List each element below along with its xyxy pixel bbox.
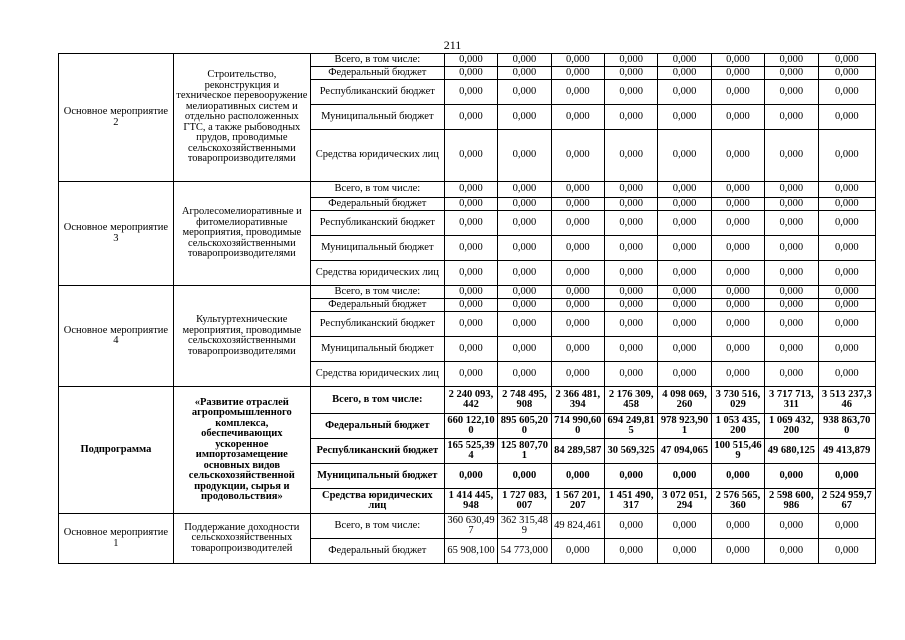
amount-cell: 0,000 <box>604 182 657 198</box>
amount-cell: 938 863,700 <box>818 414 875 439</box>
amount-cell: 1 451 490,317 <box>604 489 657 514</box>
amount-cell: 2 748 495,908 <box>498 387 551 414</box>
amount-cell: 3 072 051,294 <box>658 489 711 514</box>
amount-cell: 0,000 <box>658 464 711 489</box>
amount-cell: 0,000 <box>658 182 711 198</box>
funding-source-federal: Федеральный бюджет <box>310 539 444 564</box>
amount-cell: 0,000 <box>711 337 764 362</box>
amount-cell: 0,000 <box>551 105 604 130</box>
amount-cell: 0,000 <box>444 299 497 312</box>
amount-cell: 660 122,100 <box>444 414 497 439</box>
amount-cell: 0,000 <box>551 261 604 286</box>
amount-cell: 0,000 <box>711 198 764 211</box>
amount-cell: 0,000 <box>551 198 604 211</box>
amount-cell: 0,000 <box>765 286 818 299</box>
funding-source-municipal: Муниципальный бюджет <box>310 337 444 362</box>
amount-cell: 2 240 093,442 <box>444 387 497 414</box>
funding-source-legal-entities: Средства юридических лиц <box>310 130 444 182</box>
amount-cell: 0,000 <box>818 211 875 236</box>
amount-cell: 0,000 <box>604 337 657 362</box>
amount-cell: 0,000 <box>604 211 657 236</box>
amount-cell: 47 094,065 <box>658 439 711 464</box>
amount-cell: 2 598 600,986 <box>765 489 818 514</box>
event-4-title: Основное мероприятие 4 <box>59 286 174 387</box>
amount-cell: 0,000 <box>444 105 497 130</box>
amount-cell: 0,000 <box>765 182 818 198</box>
funding-source-total: Всего, в том числе: <box>310 286 444 299</box>
amount-cell: 1 053 435,200 <box>711 414 764 439</box>
amount-cell: 0,000 <box>604 105 657 130</box>
amount-cell: 0,000 <box>444 312 497 337</box>
funding-source-federal: Федеральный бюджет <box>310 67 444 80</box>
amount-cell: 0,000 <box>711 299 764 312</box>
amount-cell: 0,000 <box>551 130 604 182</box>
amount-cell: 0,000 <box>658 80 711 105</box>
amount-cell: 0,000 <box>444 236 497 261</box>
amount-cell: 895 605,200 <box>498 414 551 439</box>
amount-cell: 0,000 <box>498 54 551 67</box>
amount-cell: 3 513 237,346 <box>818 387 875 414</box>
amount-cell: 0,000 <box>711 67 764 80</box>
amount-cell: 0,000 <box>551 337 604 362</box>
amount-cell: 0,000 <box>765 312 818 337</box>
amount-cell: 0,000 <box>604 539 657 564</box>
amount-cell: 714 990,600 <box>551 414 604 439</box>
amount-cell: 0,000 <box>765 105 818 130</box>
amount-cell: 0,000 <box>604 67 657 80</box>
amount-cell: 1 727 083,007 <box>498 489 551 514</box>
funding-source-legal-entities: Средства юридических лиц <box>310 489 444 514</box>
event-3-description: Агролесомелиоративные и фитомелиоративные мероприятия, проводимые сельскохозяйственными товаропроизводителями <box>173 182 310 286</box>
amount-cell: 0,000 <box>818 286 875 299</box>
amount-cell: 0,000 <box>818 67 875 80</box>
amount-cell: 0,000 <box>604 362 657 387</box>
amount-cell: 2 176 309,458 <box>604 387 657 414</box>
amount-cell: 978 923,901 <box>658 414 711 439</box>
amount-cell: 0,000 <box>551 312 604 337</box>
amount-cell: 0,000 <box>765 67 818 80</box>
amount-cell: 0,000 <box>551 236 604 261</box>
amount-cell: 0,000 <box>658 337 711 362</box>
amount-cell: 0,000 <box>498 198 551 211</box>
amount-cell: 0,000 <box>498 67 551 80</box>
amount-cell: 0,000 <box>498 182 551 198</box>
amount-cell: 1 414 445,948 <box>444 489 497 514</box>
page-number: 211 <box>443 38 462 52</box>
amount-cell: 0,000 <box>711 286 764 299</box>
funding-source-federal: Федеральный бюджет <box>310 299 444 312</box>
amount-cell: 0,000 <box>658 211 711 236</box>
amount-cell: 49 413,879 <box>818 439 875 464</box>
amount-cell: 0,000 <box>711 362 764 387</box>
amount-cell: 0,000 <box>604 514 657 539</box>
amount-cell: 0,000 <box>444 261 497 286</box>
amount-cell: 0,000 <box>444 211 497 236</box>
amount-cell: 0,000 <box>818 54 875 67</box>
amount-cell: 0,000 <box>498 312 551 337</box>
amount-cell: 0,000 <box>604 198 657 211</box>
amount-cell: 0,000 <box>765 261 818 286</box>
amount-cell: 0,000 <box>444 286 497 299</box>
funding-source-legal-entities: Средства юридических лиц <box>310 362 444 387</box>
amount-cell: 0,000 <box>765 198 818 211</box>
amount-cell: 0,000 <box>444 182 497 198</box>
amount-cell: 0,000 <box>551 211 604 236</box>
amount-cell: 0,000 <box>498 130 551 182</box>
funding-source-municipal: Муниципальный бюджет <box>310 464 444 489</box>
amount-cell: 0,000 <box>604 130 657 182</box>
amount-cell: 0,000 <box>604 312 657 337</box>
amount-cell: 0,000 <box>818 299 875 312</box>
amount-cell: 0,000 <box>498 464 551 489</box>
amount-cell: 0,000 <box>711 539 764 564</box>
amount-cell: 0,000 <box>765 362 818 387</box>
amount-cell: 0,000 <box>658 54 711 67</box>
event-1-description: Поддержание доходности сельскохозяйственных товаропроизводителей <box>173 514 310 564</box>
table-row <box>59 387 876 414</box>
amount-cell: 0,000 <box>498 236 551 261</box>
amount-cell: 0,000 <box>765 54 818 67</box>
event-4-description: Культуртехнические мероприятия, проводимые сельскохозяйственными товаропроизводителями <box>173 286 310 387</box>
amount-cell: 0,000 <box>604 80 657 105</box>
amount-cell: 0,000 <box>658 299 711 312</box>
amount-cell: 0,000 <box>551 299 604 312</box>
amount-cell: 0,000 <box>658 236 711 261</box>
table-row <box>59 54 876 67</box>
amount-cell: 0,000 <box>711 54 764 67</box>
table-row <box>59 182 876 198</box>
amount-cell: 0,000 <box>444 54 497 67</box>
amount-cell: 0,000 <box>604 236 657 261</box>
amount-cell: 0,000 <box>711 464 764 489</box>
amount-cell: 100 515,469 <box>711 439 764 464</box>
amount-cell: 0,000 <box>818 464 875 489</box>
funding-source-legal-entities: Средства юридических лиц <box>310 261 444 286</box>
amount-cell: 0,000 <box>711 312 764 337</box>
amount-cell: 0,000 <box>658 105 711 130</box>
table-row <box>59 286 876 299</box>
amount-cell: 0,000 <box>551 539 604 564</box>
table-row <box>59 514 876 539</box>
amount-cell: 0,000 <box>604 261 657 286</box>
funding-source-municipal: Муниципальный бюджет <box>310 105 444 130</box>
amount-cell: 0,000 <box>498 362 551 387</box>
amount-cell: 0,000 <box>658 198 711 211</box>
amount-cell: 0,000 <box>765 514 818 539</box>
amount-cell: 0,000 <box>658 286 711 299</box>
amount-cell: 0,000 <box>818 312 875 337</box>
amount-cell: 0,000 <box>765 464 818 489</box>
amount-cell: 0,000 <box>444 464 497 489</box>
amount-cell: 65 908,100 <box>444 539 497 564</box>
amount-cell: 0,000 <box>551 286 604 299</box>
funding-source-total: Всего, в том числе: <box>310 387 444 414</box>
amount-cell: 2 576 565,360 <box>711 489 764 514</box>
budget-table <box>58 53 876 564</box>
amount-cell: 4 098 069,260 <box>658 387 711 414</box>
amount-cell: 0,000 <box>444 362 497 387</box>
event-1-title: Основное мероприятие 1 <box>59 514 174 564</box>
amount-cell: 0,000 <box>818 198 875 211</box>
amount-cell: 0,000 <box>711 211 764 236</box>
amount-cell: 0,000 <box>498 337 551 362</box>
amount-cell: 0,000 <box>658 261 711 286</box>
amount-cell: 0,000 <box>658 312 711 337</box>
funding-source-municipal: Муниципальный бюджет <box>310 236 444 261</box>
amount-cell: 0,000 <box>711 130 764 182</box>
amount-cell: 0,000 <box>765 299 818 312</box>
amount-cell: 694 249,815 <box>604 414 657 439</box>
funding-source-republican: Республиканский бюджет <box>310 312 444 337</box>
amount-cell: 0,000 <box>818 514 875 539</box>
amount-cell: 0,000 <box>551 464 604 489</box>
amount-cell: 0,000 <box>498 211 551 236</box>
amount-cell: 0,000 <box>765 337 818 362</box>
amount-cell: 0,000 <box>711 514 764 539</box>
amount-cell: 0,000 <box>551 362 604 387</box>
amount-cell: 0,000 <box>765 211 818 236</box>
amount-cell: 1 069 432,200 <box>765 414 818 439</box>
amount-cell: 0,000 <box>711 105 764 130</box>
amount-cell: 0,000 <box>444 80 497 105</box>
amount-cell: 125 807,701 <box>498 439 551 464</box>
amount-cell: 0,000 <box>818 182 875 198</box>
funding-source-total: Всего, в том числе: <box>310 182 444 198</box>
amount-cell: 0,000 <box>818 539 875 564</box>
amount-cell: 0,000 <box>551 67 604 80</box>
amount-cell: 0,000 <box>765 130 818 182</box>
amount-cell: 0,000 <box>711 236 764 261</box>
funding-source-total: Всего, в том числе: <box>310 514 444 539</box>
funding-source-federal: Федеральный бюджет <box>310 198 444 211</box>
amount-cell: 54 773,000 <box>498 539 551 564</box>
amount-cell: 165 525,394 <box>444 439 497 464</box>
amount-cell: 0,000 <box>711 261 764 286</box>
amount-cell: 0,000 <box>444 198 497 211</box>
amount-cell: 0,000 <box>498 80 551 105</box>
funding-source-republican: Республиканский бюджет <box>310 211 444 236</box>
amount-cell: 0,000 <box>604 464 657 489</box>
amount-cell: 0,000 <box>818 130 875 182</box>
amount-cell: 0,000 <box>711 182 764 198</box>
amount-cell: 49 680,125 <box>765 439 818 464</box>
amount-cell: 0,000 <box>765 539 818 564</box>
amount-cell: 2 524 959,767 <box>818 489 875 514</box>
subprogram-title: Подпрограмма <box>59 387 174 514</box>
amount-cell: 3 730 516,029 <box>711 387 764 414</box>
amount-cell: 0,000 <box>818 362 875 387</box>
funding-source-republican: Республиканский бюджет <box>310 439 444 464</box>
funding-source-total: Всего, в том числе: <box>310 54 444 67</box>
event-2-description: Строительство, реконструкция и техническое перевооружение мелиоративных систем и отдельно расположенных ГТС, а также рыбоводных прудов, проводимые сельскохозяйственными товаропроизводителями <box>173 54 310 182</box>
subprogram-description: «Развитие отраслей агропромышленного комплекса, обеспечивающих ускоренное импортозамещение основных видов сельскохозяйственной продукции, сырья и продовольствия» <box>173 387 310 514</box>
amount-cell: 0,000 <box>658 514 711 539</box>
amount-cell: 84 289,587 <box>551 439 604 464</box>
amount-cell: 0,000 <box>604 286 657 299</box>
amount-cell: 362 315,489 <box>498 514 551 539</box>
amount-cell: 0,000 <box>498 105 551 130</box>
amount-cell: 0,000 <box>658 362 711 387</box>
amount-cell: 0,000 <box>818 337 875 362</box>
amount-cell: 0,000 <box>498 261 551 286</box>
event-3-title: Основное мероприятие 3 <box>59 182 174 286</box>
amount-cell: 0,000 <box>444 130 497 182</box>
amount-cell: 0,000 <box>551 54 604 67</box>
amount-cell: 0,000 <box>658 67 711 80</box>
amount-cell: 0,000 <box>765 236 818 261</box>
amount-cell: 0,000 <box>551 80 604 105</box>
amount-cell: 0,000 <box>444 67 497 80</box>
event-2-title: Основное мероприятие 2 <box>59 54 174 182</box>
amount-cell: 49 824,461 <box>551 514 604 539</box>
amount-cell: 0,000 <box>818 105 875 130</box>
amount-cell: 0,000 <box>711 80 764 105</box>
amount-cell: 2 366 481,394 <box>551 387 604 414</box>
amount-cell: 0,000 <box>604 54 657 67</box>
amount-cell: 0,000 <box>551 182 604 198</box>
funding-source-federal: Федеральный бюджет <box>310 414 444 439</box>
amount-cell: 0,000 <box>604 299 657 312</box>
amount-cell: 0,000 <box>658 130 711 182</box>
amount-cell: 3 717 713,311 <box>765 387 818 414</box>
amount-cell: 0,000 <box>498 286 551 299</box>
amount-cell: 0,000 <box>818 261 875 286</box>
funding-source-republican: Республиканский бюджет <box>310 80 444 105</box>
amount-cell: 30 569,325 <box>604 439 657 464</box>
amount-cell: 0,000 <box>765 80 818 105</box>
amount-cell: 0,000 <box>658 539 711 564</box>
amount-cell: 0,000 <box>818 80 875 105</box>
amount-cell: 1 567 201,207 <box>551 489 604 514</box>
amount-cell: 0,000 <box>498 299 551 312</box>
amount-cell: 0,000 <box>444 337 497 362</box>
amount-cell: 360 630,497 <box>444 514 497 539</box>
amount-cell: 0,000 <box>818 236 875 261</box>
